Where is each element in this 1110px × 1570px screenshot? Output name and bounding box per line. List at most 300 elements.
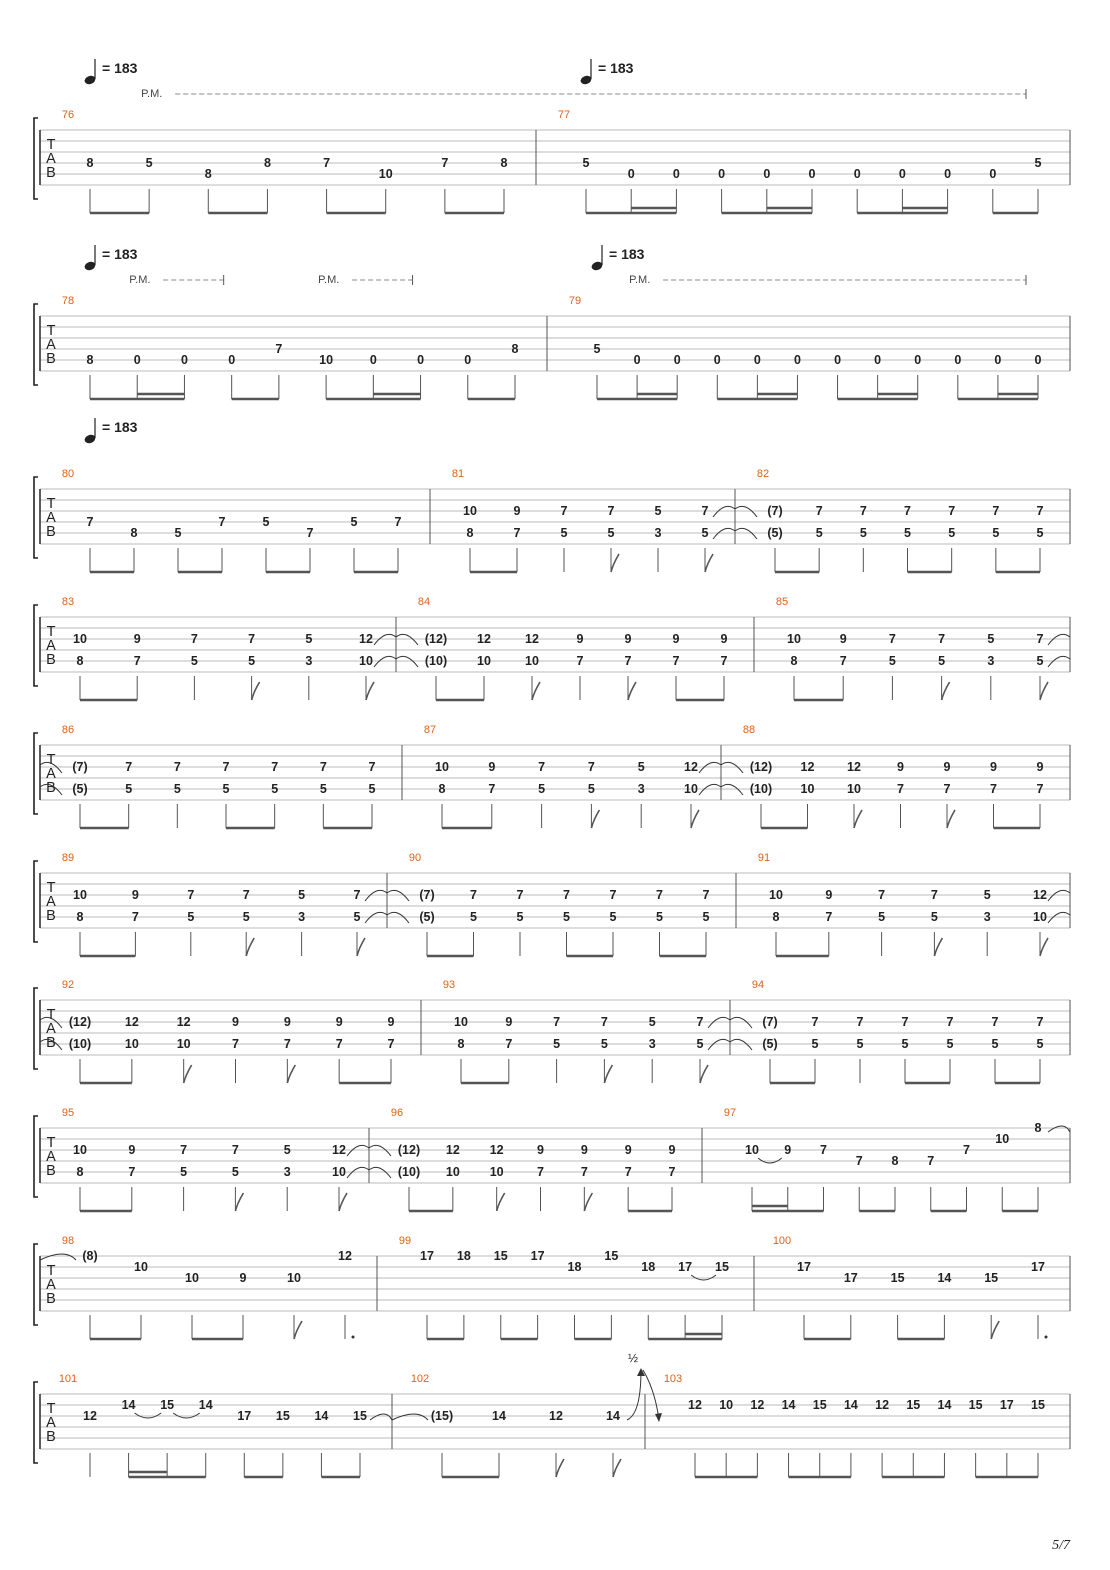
fret-number: 5 bbox=[262, 515, 270, 529]
palm-mute-label: P.M. bbox=[318, 274, 340, 286]
note-flag bbox=[613, 1459, 621, 1477]
tie-arc bbox=[721, 762, 743, 773]
fret-number: 10 bbox=[684, 782, 698, 796]
fret-number: 0 bbox=[874, 353, 882, 367]
fret-number: 3 bbox=[648, 1037, 656, 1051]
fret-number: 5 bbox=[173, 782, 181, 796]
fret-number: (15) bbox=[430, 1409, 454, 1423]
fret-number: 5 bbox=[987, 632, 995, 646]
fret-number: (10) bbox=[68, 1037, 92, 1051]
tie-arc bbox=[370, 1414, 392, 1420]
measure-number: 99 bbox=[398, 1235, 412, 1247]
fret-number: 7 bbox=[353, 888, 361, 902]
fret-number: 17 bbox=[1031, 1260, 1045, 1274]
tie-arc bbox=[374, 634, 396, 645]
fret-number: 7 bbox=[825, 910, 833, 924]
measure-number: 87 bbox=[423, 724, 437, 736]
tie-arc bbox=[347, 1167, 369, 1178]
fret-number: 5 bbox=[938, 654, 946, 668]
tie-arc bbox=[347, 1145, 369, 1156]
tie-arc bbox=[713, 506, 735, 517]
measure-number: 76 bbox=[61, 109, 75, 121]
measure-number: 81 bbox=[451, 468, 465, 480]
fret-number: 7 bbox=[702, 888, 710, 902]
fret-number: 9 bbox=[387, 1015, 395, 1029]
fret-number: 12 bbox=[684, 760, 698, 774]
tab-clef-letter: A bbox=[46, 337, 56, 353]
fret-number: 5 bbox=[948, 526, 956, 540]
tie-arc bbox=[1048, 912, 1070, 923]
tab-clef-letter: B bbox=[46, 652, 56, 668]
tie-arc bbox=[392, 1414, 428, 1420]
fret-number: 3 bbox=[305, 654, 313, 668]
fret-number: 5 bbox=[271, 782, 279, 796]
fret-number: 5 bbox=[983, 888, 991, 902]
fret-number: 7 bbox=[946, 1015, 954, 1029]
tab-clef-letter: B bbox=[46, 1035, 56, 1051]
fret-number: 7 bbox=[563, 888, 570, 902]
fret-number: (10) bbox=[397, 1165, 421, 1179]
fret-number: 5 bbox=[888, 654, 896, 668]
fret-number: 5 bbox=[560, 526, 568, 540]
fret-number: 12 bbox=[688, 1398, 702, 1412]
fret-number: 5 bbox=[368, 782, 376, 796]
fret-number: 7 bbox=[587, 760, 595, 774]
fret-number: 9 bbox=[1036, 760, 1044, 774]
release-arrowhead bbox=[655, 1413, 662, 1422]
fret-number: 15 bbox=[906, 1398, 921, 1412]
fret-number: 3 bbox=[654, 526, 662, 540]
fret-number: 5 bbox=[904, 526, 911, 540]
fret-number: (8) bbox=[82, 1249, 98, 1263]
tab-clef-letter: A bbox=[46, 1149, 56, 1165]
fret-number: 5 bbox=[180, 1165, 188, 1179]
fret-number: 9 bbox=[672, 632, 680, 646]
system-bracket bbox=[34, 1116, 38, 1197]
fret-number: 7 bbox=[930, 888, 938, 902]
fret-number: 7 bbox=[720, 654, 728, 668]
fret-number: 12 bbox=[124, 1015, 139, 1029]
fret-number: 5 bbox=[1036, 526, 1044, 540]
fret-number: 7 bbox=[580, 1165, 588, 1179]
fret-number: 5 bbox=[242, 910, 250, 924]
fret-number: 7 bbox=[488, 782, 496, 796]
fret-number: 9 bbox=[505, 1015, 513, 1029]
tab-clef-letter: A bbox=[46, 894, 56, 910]
note-flag bbox=[591, 810, 599, 828]
fret-number: 7 bbox=[231, 1143, 239, 1157]
fret-number: 8 bbox=[76, 654, 84, 668]
fret-number: 7 bbox=[513, 526, 521, 540]
tie-arc bbox=[396, 634, 418, 645]
fret-number: (5) bbox=[419, 910, 435, 924]
fret-number: 7 bbox=[696, 1015, 704, 1029]
fret-number: 15 bbox=[160, 1398, 175, 1412]
fret-number: 7 bbox=[943, 782, 951, 796]
fret-number: 12 bbox=[332, 1143, 346, 1157]
measure-number: 78 bbox=[61, 295, 75, 307]
fret-number: 0 bbox=[944, 167, 952, 181]
tie-arc bbox=[708, 1017, 730, 1028]
fret-number: 7 bbox=[441, 156, 449, 170]
fret-number: 7 bbox=[938, 632, 946, 646]
tie-arc bbox=[369, 1167, 391, 1178]
fret-number: 7 bbox=[306, 526, 314, 540]
fret-number: 7 bbox=[701, 504, 709, 518]
fret-number: (10) bbox=[424, 654, 448, 668]
fret-number: 18 bbox=[456, 1249, 471, 1263]
system-bracket bbox=[34, 118, 38, 199]
fret-number: 8 bbox=[1034, 1121, 1042, 1135]
dot bbox=[1045, 1336, 1048, 1339]
measure-number: 85 bbox=[775, 596, 789, 608]
fret-number: 12 bbox=[489, 1143, 504, 1157]
fret-number: 3 bbox=[298, 910, 306, 924]
system-bracket bbox=[34, 477, 38, 558]
fret-number: 7 bbox=[537, 1165, 544, 1179]
fret-number: 0 bbox=[627, 167, 635, 181]
note-flag bbox=[556, 1459, 564, 1477]
tab-clef-letter: B bbox=[46, 1163, 56, 1179]
fret-number: 10 bbox=[525, 654, 539, 668]
fret-number: 7 bbox=[232, 1037, 239, 1051]
fret-number: 8 bbox=[790, 654, 798, 668]
fret-number: 5 bbox=[600, 1037, 608, 1051]
fret-number: 5 bbox=[145, 156, 153, 170]
fret-number: 7 bbox=[1036, 504, 1044, 518]
note-flag bbox=[532, 682, 540, 700]
fret-number: 5 bbox=[587, 782, 595, 796]
fret-number: 10 bbox=[287, 1271, 301, 1285]
fret-number: 7 bbox=[927, 1154, 935, 1168]
note-flag bbox=[991, 1321, 999, 1339]
fret-number: 0 bbox=[464, 353, 472, 367]
fret-number: 17 bbox=[843, 1271, 858, 1285]
fret-number: 7 bbox=[275, 342, 283, 356]
fret-number: 12 bbox=[445, 1143, 460, 1157]
fret-number: 9 bbox=[897, 760, 904, 774]
note-flag bbox=[235, 1193, 243, 1211]
fret-number: 14 bbox=[937, 1271, 952, 1285]
fret-number: 12 bbox=[800, 760, 815, 774]
fret-number: 10 bbox=[134, 1260, 148, 1274]
fret-number: 9 bbox=[131, 888, 139, 902]
fret-number: 5 bbox=[231, 1165, 239, 1179]
note-flag bbox=[294, 1321, 302, 1339]
fret-number: 15 bbox=[353, 1409, 367, 1423]
tie-arc bbox=[730, 1017, 752, 1028]
fret-number: 14 bbox=[121, 1398, 136, 1412]
fret-number: 17 bbox=[797, 1260, 811, 1274]
fret-number: 7 bbox=[624, 654, 632, 668]
tab-clef-letter: B bbox=[46, 780, 56, 796]
fret-number: 7 bbox=[180, 1143, 188, 1157]
fret-number: 14 bbox=[606, 1409, 620, 1423]
fret-number: 0 bbox=[793, 353, 801, 367]
tab-clef-letter: A bbox=[46, 1021, 56, 1037]
fret-number: 5 bbox=[637, 760, 645, 774]
fret-number: 9 bbox=[239, 1271, 247, 1285]
note-flag bbox=[584, 1193, 592, 1211]
fret-number: (5) bbox=[72, 782, 88, 796]
tab-clef-letter: T bbox=[46, 1263, 56, 1279]
fret-number: 10 bbox=[454, 1015, 468, 1029]
fret-number: 7 bbox=[901, 1015, 909, 1029]
fret-number: 5 bbox=[125, 782, 133, 796]
fret-number: 5 bbox=[582, 156, 590, 170]
fret-number: (12) bbox=[397, 1143, 421, 1157]
fret-number: 15 bbox=[604, 1249, 619, 1263]
tempo-marking: = 183 bbox=[598, 60, 634, 76]
fret-number: 7 bbox=[505, 1037, 513, 1051]
note-flag bbox=[854, 810, 862, 828]
fret-number: 10 bbox=[176, 1037, 191, 1051]
fret-number: 5 bbox=[190, 654, 198, 668]
fret-number: 7 bbox=[335, 1037, 343, 1051]
fret-number: 7 bbox=[859, 504, 867, 518]
fret-number: 0 bbox=[834, 353, 842, 367]
fret-number: 14 bbox=[314, 1409, 329, 1423]
tie-arc bbox=[369, 1145, 391, 1156]
tempo-marking: = 183 bbox=[609, 246, 645, 262]
measure-number: 83 bbox=[61, 596, 75, 608]
fret-number: 7 bbox=[173, 760, 181, 774]
fret-number: 7 bbox=[600, 1015, 608, 1029]
fret-number: 10 bbox=[124, 1037, 139, 1051]
fret-number: 8 bbox=[457, 1037, 465, 1051]
fret-number: 5 bbox=[353, 910, 361, 924]
fret-number: 5 bbox=[1034, 156, 1042, 170]
fret-number: 7 bbox=[815, 504, 823, 518]
fret-number: 5 bbox=[656, 910, 663, 924]
tie-arc bbox=[1048, 1126, 1070, 1132]
fret-number: 5 bbox=[174, 526, 182, 540]
fret-number: 10 bbox=[332, 1165, 346, 1179]
fret-number: 5 bbox=[1036, 1037, 1044, 1051]
fret-number: 7 bbox=[283, 1037, 291, 1051]
fret-number: 12 bbox=[359, 632, 373, 646]
tab-clef-letter: B bbox=[46, 351, 56, 367]
fret-number: 9 bbox=[839, 632, 847, 646]
fret-number: 0 bbox=[914, 353, 922, 367]
fret-number: 15 bbox=[715, 1260, 729, 1274]
note-flag bbox=[628, 682, 636, 700]
fret-number: 7 bbox=[516, 888, 524, 902]
measure-number: 95 bbox=[61, 1107, 75, 1119]
fret-number: 10 bbox=[73, 1143, 87, 1157]
system-bracket bbox=[34, 988, 38, 1069]
tab-clef-letter: A bbox=[46, 151, 56, 167]
fret-number: 12 bbox=[750, 1398, 765, 1412]
fret-number: 5 bbox=[319, 782, 327, 796]
tie-arc bbox=[387, 912, 409, 923]
fret-number: 8 bbox=[438, 782, 446, 796]
tempo-marking: = 183 bbox=[102, 60, 138, 76]
fret-number: 7 bbox=[576, 654, 584, 668]
fret-number: 8 bbox=[204, 167, 212, 181]
fret-number: 12 bbox=[847, 760, 861, 774]
fret-number: 12 bbox=[338, 1249, 352, 1263]
fret-number: 0 bbox=[133, 353, 141, 367]
fret-number: 9 bbox=[720, 632, 728, 646]
fret-number: 7 bbox=[553, 1015, 561, 1029]
fret-number: 0 bbox=[633, 353, 641, 367]
fret-number: (12) bbox=[68, 1015, 92, 1029]
fret-number: (5) bbox=[767, 526, 783, 540]
fret-number: 17 bbox=[999, 1398, 1014, 1412]
fret-number: 7 bbox=[271, 760, 279, 774]
system-bracket bbox=[34, 605, 38, 686]
fret-number: 17 bbox=[237, 1409, 252, 1423]
fret-number: 0 bbox=[763, 167, 771, 181]
fret-number: 7 bbox=[1036, 632, 1044, 646]
fret-number: (7) bbox=[419, 888, 435, 902]
fret-number: 5 bbox=[930, 910, 938, 924]
fret-number: 10 bbox=[463, 504, 477, 518]
fret-number: 3 bbox=[637, 782, 645, 796]
fret-number: 7 bbox=[624, 1165, 632, 1179]
fret-number: 5 bbox=[563, 910, 570, 924]
fret-number: 5 bbox=[901, 1037, 909, 1051]
tie-arc bbox=[713, 528, 735, 539]
fret-number: 18 bbox=[641, 1260, 656, 1274]
tab-clef-letter: B bbox=[46, 1429, 56, 1445]
fret-number: 9 bbox=[232, 1015, 239, 1029]
tab-clef-letter: A bbox=[46, 510, 56, 526]
fret-number: 14 bbox=[843, 1398, 858, 1412]
fret-number: (12) bbox=[749, 760, 773, 774]
tab-clef-letter: A bbox=[46, 766, 56, 782]
fret-number: 10 bbox=[378, 167, 393, 181]
tie-arc bbox=[1048, 656, 1070, 667]
fret-number: 7 bbox=[609, 888, 617, 902]
fret-number: 9 bbox=[943, 760, 951, 774]
measure-number: 100 bbox=[772, 1235, 792, 1247]
tab-clef-letter: T bbox=[46, 496, 56, 512]
fret-number: 7 bbox=[856, 1015, 864, 1029]
fret-number: 5 bbox=[702, 910, 710, 924]
fret-number: 10 bbox=[73, 888, 87, 902]
fret-number: 7 bbox=[656, 888, 663, 902]
fret-number: 12 bbox=[477, 632, 491, 646]
fret-number: 9 bbox=[576, 632, 584, 646]
fret-number: 3 bbox=[987, 654, 995, 668]
fret-number: 17 bbox=[420, 1249, 434, 1263]
measure-number: 79 bbox=[568, 295, 582, 307]
fret-number: 15 bbox=[1031, 1398, 1045, 1412]
fret-number: 7 bbox=[394, 515, 402, 529]
fret-number: 7 bbox=[878, 888, 886, 902]
fret-number: 8 bbox=[772, 910, 780, 924]
fret-number: (7) bbox=[767, 504, 783, 518]
fret-number: 0 bbox=[713, 353, 721, 367]
fret-number: 0 bbox=[808, 167, 816, 181]
fret-number: 10 bbox=[719, 1398, 734, 1412]
tie-arc bbox=[387, 890, 409, 901]
fret-number: 5 bbox=[946, 1037, 954, 1051]
measure-number: 88 bbox=[742, 724, 756, 736]
fret-number: 10 bbox=[489, 1165, 504, 1179]
tempo-marking: = 183 bbox=[102, 419, 138, 435]
tie-arc bbox=[1048, 634, 1070, 645]
fret-number: 10 bbox=[995, 1132, 1010, 1146]
dot bbox=[352, 1336, 355, 1339]
fret-number: 10 bbox=[435, 760, 449, 774]
palm-mute-label: P.M. bbox=[141, 88, 163, 100]
fret-number: 10 bbox=[477, 654, 491, 668]
measure-number: 82 bbox=[756, 468, 770, 480]
fret-number: 7 bbox=[387, 1037, 395, 1051]
tie-arc bbox=[365, 912, 387, 923]
bend-amount-label: ½ bbox=[627, 1351, 639, 1365]
fret-number: 15 bbox=[275, 1409, 290, 1423]
fret-number: 7 bbox=[187, 888, 195, 902]
note-flag bbox=[934, 938, 942, 956]
fret-number: 9 bbox=[513, 504, 521, 518]
fret-number: 12 bbox=[875, 1398, 890, 1412]
measure-number: 91 bbox=[757, 852, 771, 864]
fret-number: 5 bbox=[696, 1037, 704, 1051]
fret-number: 9 bbox=[624, 1143, 632, 1157]
measure-number: 103 bbox=[663, 1373, 683, 1385]
fret-number: 7 bbox=[991, 1015, 999, 1029]
measure-number: 101 bbox=[58, 1373, 78, 1385]
fret-number: 5 bbox=[609, 910, 617, 924]
fret-number: 7 bbox=[368, 760, 376, 774]
fret-number: 7 bbox=[963, 1143, 970, 1157]
fret-number: 10 bbox=[800, 782, 815, 796]
fret-number: 0 bbox=[417, 353, 425, 367]
fret-number: 5 bbox=[878, 910, 886, 924]
fret-number: 8 bbox=[86, 353, 94, 367]
fret-number: 5 bbox=[859, 526, 867, 540]
fret-number: (7) bbox=[762, 1015, 778, 1029]
tie-arc bbox=[735, 528, 757, 539]
fret-number: 5 bbox=[248, 654, 256, 668]
fret-number: 8 bbox=[891, 1154, 899, 1168]
fret-number: 3 bbox=[983, 910, 991, 924]
fret-number: 5 bbox=[701, 526, 709, 540]
fret-number: 3 bbox=[283, 1165, 291, 1179]
fret-number: 5 bbox=[811, 1037, 819, 1051]
measure-number: 90 bbox=[408, 852, 422, 864]
fret-number: 7 bbox=[888, 632, 896, 646]
note-flag bbox=[184, 1065, 192, 1083]
bend-arrow bbox=[627, 1370, 641, 1420]
fret-number: 17 bbox=[530, 1249, 545, 1263]
fret-number: 7 bbox=[218, 515, 226, 529]
tab-clef-letter: B bbox=[46, 524, 56, 540]
tie-arc bbox=[1048, 890, 1070, 901]
tie-arc bbox=[396, 656, 418, 667]
fret-number: 9 bbox=[580, 1143, 588, 1157]
fret-number: 0 bbox=[954, 353, 962, 367]
fret-number: 9 bbox=[668, 1143, 676, 1157]
fret-number: 8 bbox=[263, 156, 271, 170]
fret-number: 5 bbox=[470, 910, 477, 924]
fret-number: 5 bbox=[283, 1143, 291, 1157]
fret-number: 15 bbox=[890, 1271, 905, 1285]
fret-number: 9 bbox=[283, 1015, 291, 1029]
tie-arc bbox=[708, 1039, 730, 1050]
tab-clef-letter: A bbox=[46, 1415, 56, 1431]
fret-number: 0 bbox=[180, 353, 188, 367]
fret-number: 9 bbox=[335, 1015, 343, 1029]
fret-number: 7 bbox=[897, 782, 904, 796]
fret-number: 5 bbox=[654, 504, 662, 518]
measure-number: 92 bbox=[61, 979, 75, 991]
fret-number: 15 bbox=[984, 1271, 999, 1285]
